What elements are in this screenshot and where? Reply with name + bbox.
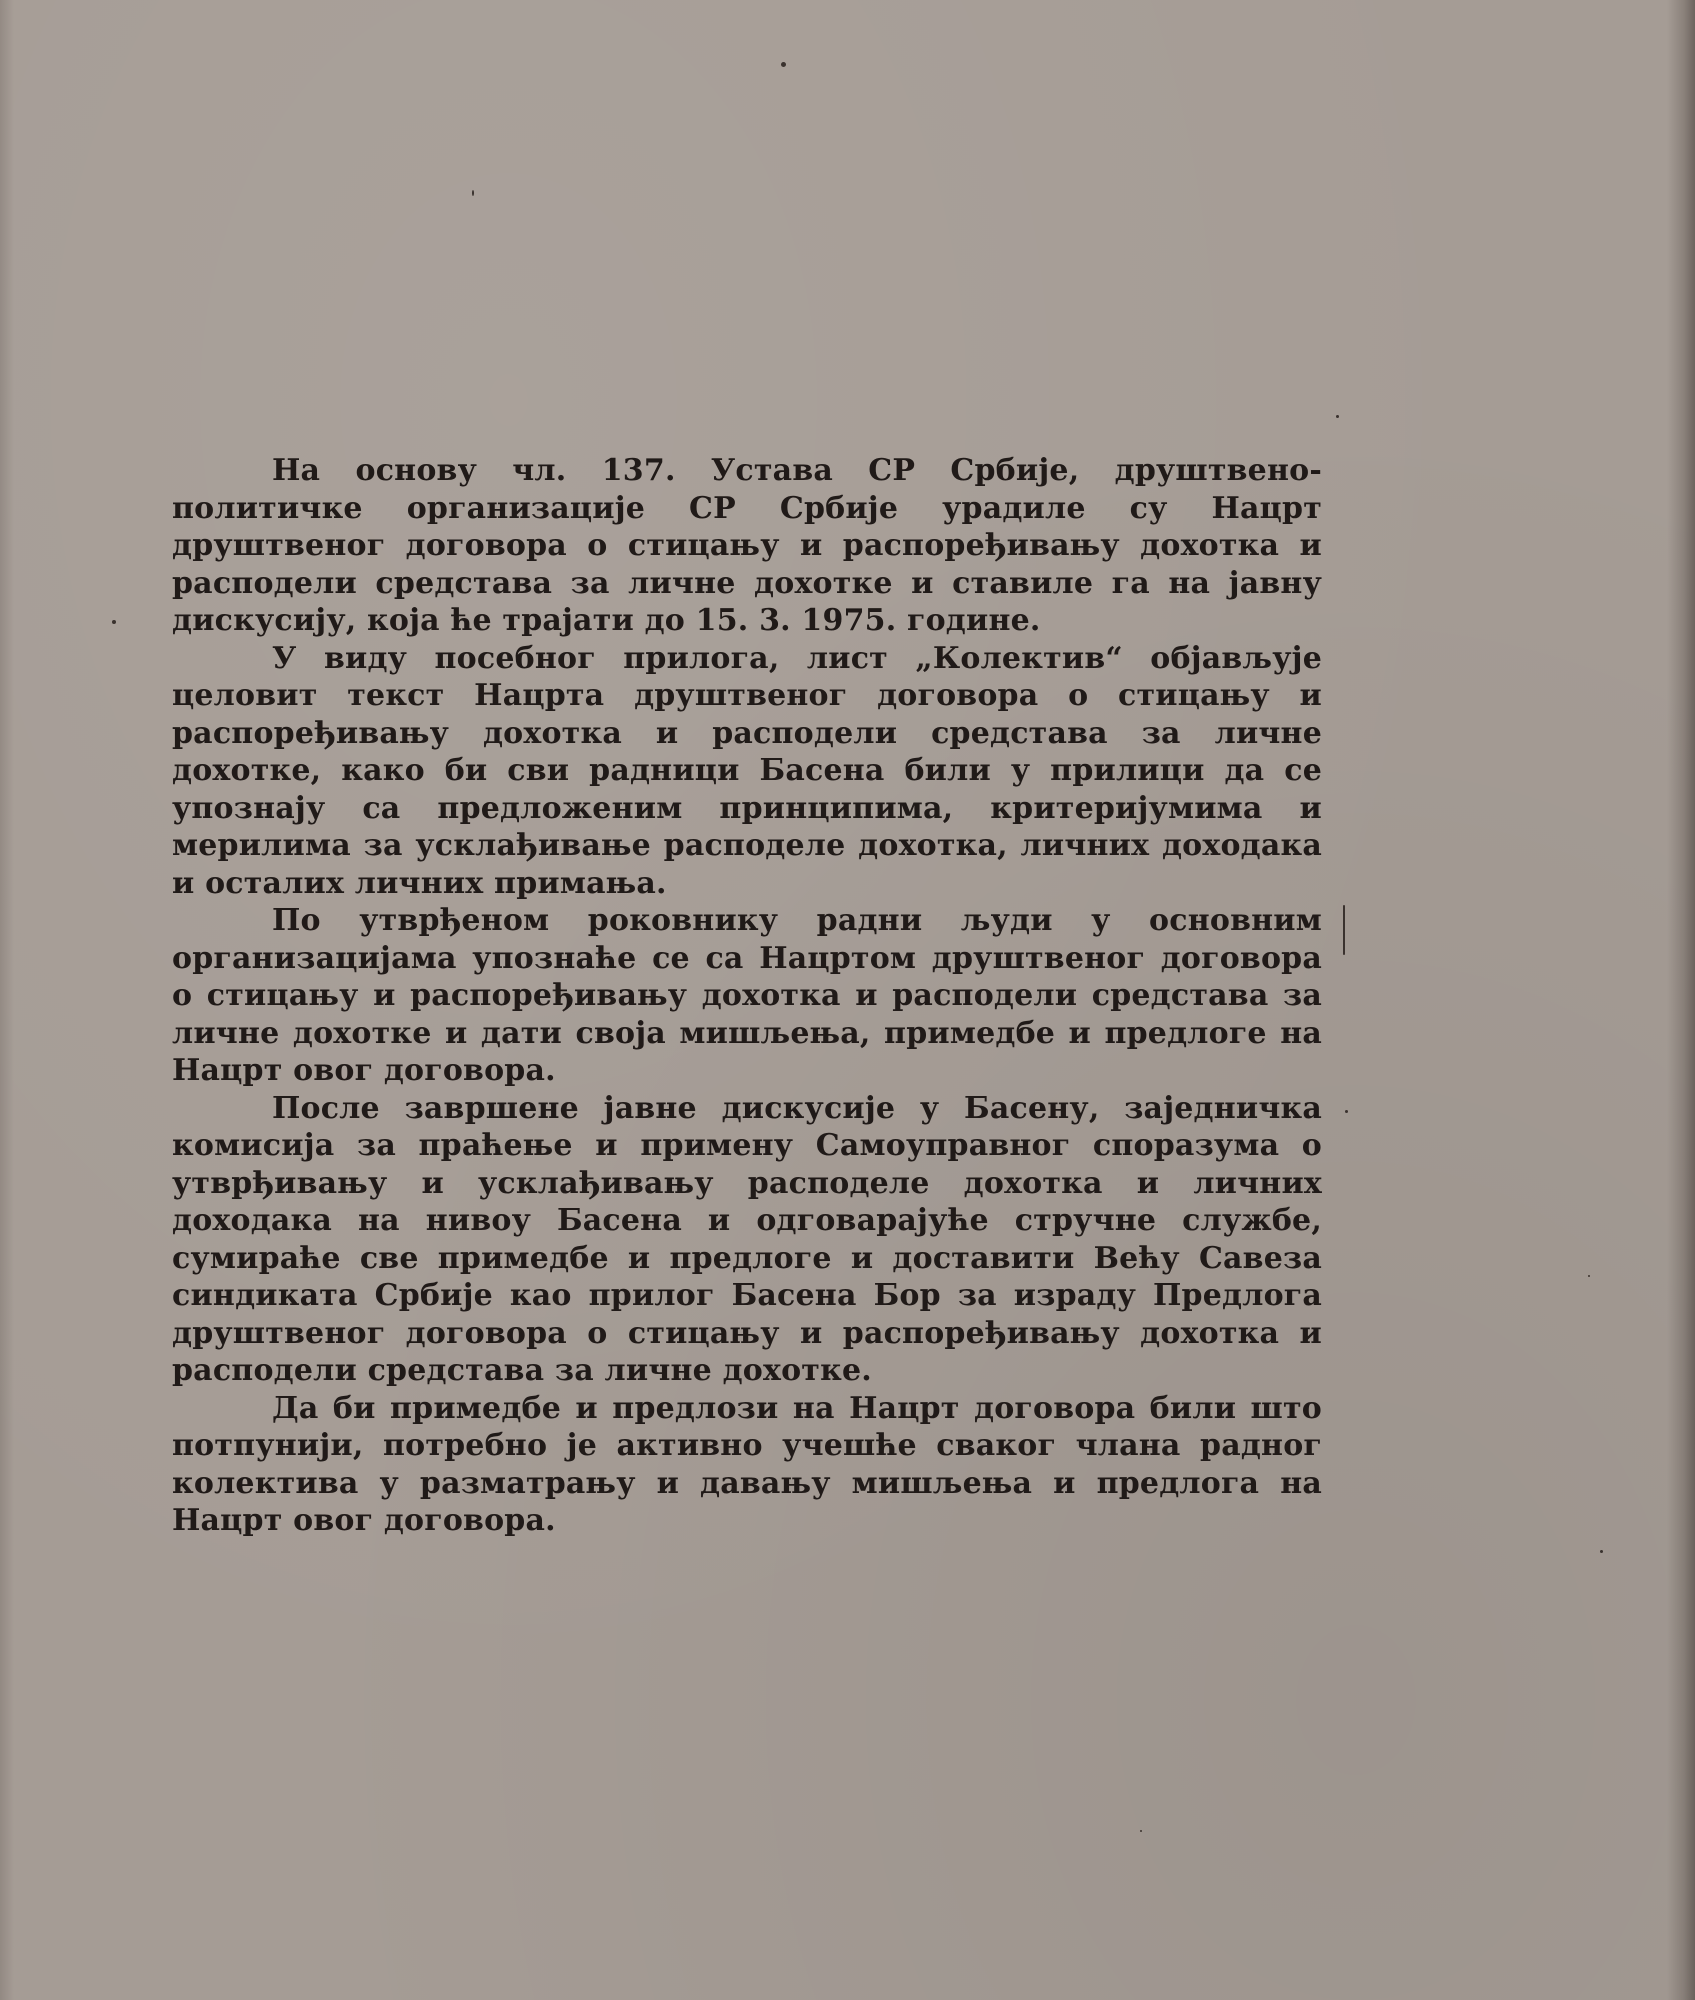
paper-speck (1600, 1550, 1603, 1553)
paper-speck (112, 620, 116, 624)
paragraph-5: Да би примедбе и предлози на Нацрт договора били што потпунији, потребно је активно учешће сваког члана радног колектива у разматрању и давању мишљења и предлога на Нацрт овог договора. (172, 1390, 1322, 1538)
paper-speck (1336, 415, 1339, 418)
paper-speck (1140, 1830, 1142, 1832)
paper-speck (1345, 1110, 1348, 1113)
paragraph-4: После завршене јавне дискусије у Басену, заједничка комисија за праћење и примену Самоуправног споразума о утврђивању и усклађивању расподеле дохотка и личних доходака на нивоу Басена и одговарајуће стручне службе, сумираће све примедбе и предлоге и доставити Већу Савеза синдиката Србије као прилог Басена Бор за израду Предлога друштвеног договора о стицању и распоређивању дохотка и расподели средстава за личне дохотке. (172, 1090, 1322, 1388)
page-left-shadow (0, 0, 14, 2000)
paragraph-1: На основу чл. 137. Устава СР Србије, друштвено-политичке организације СР Србије урадиле су Нацрт друштвеног договора о стицању и распоређивању дохотка и расподели средстава за личне дохотке и ставиле га на јавну дискусију, која ће трајати до 15. 3. 1975. године. (172, 453, 1322, 638)
paper-speck (472, 190, 474, 196)
body-text (172, 452, 1322, 1540)
paper-speck (781, 62, 786, 67)
paper-speck (1343, 905, 1345, 955)
paper-speck (1588, 1275, 1590, 1277)
page-right-shadow (1667, 0, 1695, 2000)
paragraph-2: У виду посебног прилога, лист „Колектив“ објављује целовит текст Нацрта друштвеног договора о стицању и распоређивању дохотка и расподели средстава за личне дохотке, како би сви радници Басена били у прилици да се упознају са предложеним принципима, критеријумима и мерилима за усклађивање расподеле дохотка, личних доходака и осталих личних примања. (172, 640, 1322, 901)
paragraph-3: По утврђеном роковнику радни људи у основним организацијама упознаће се са Нацртом друштвеног договора о стицању и распоређивању дохотка и расподели средстава за личне дохотке и дати своја мишљења, примедбе и предлоге на Нацрт овог договора. (172, 903, 1322, 1088)
